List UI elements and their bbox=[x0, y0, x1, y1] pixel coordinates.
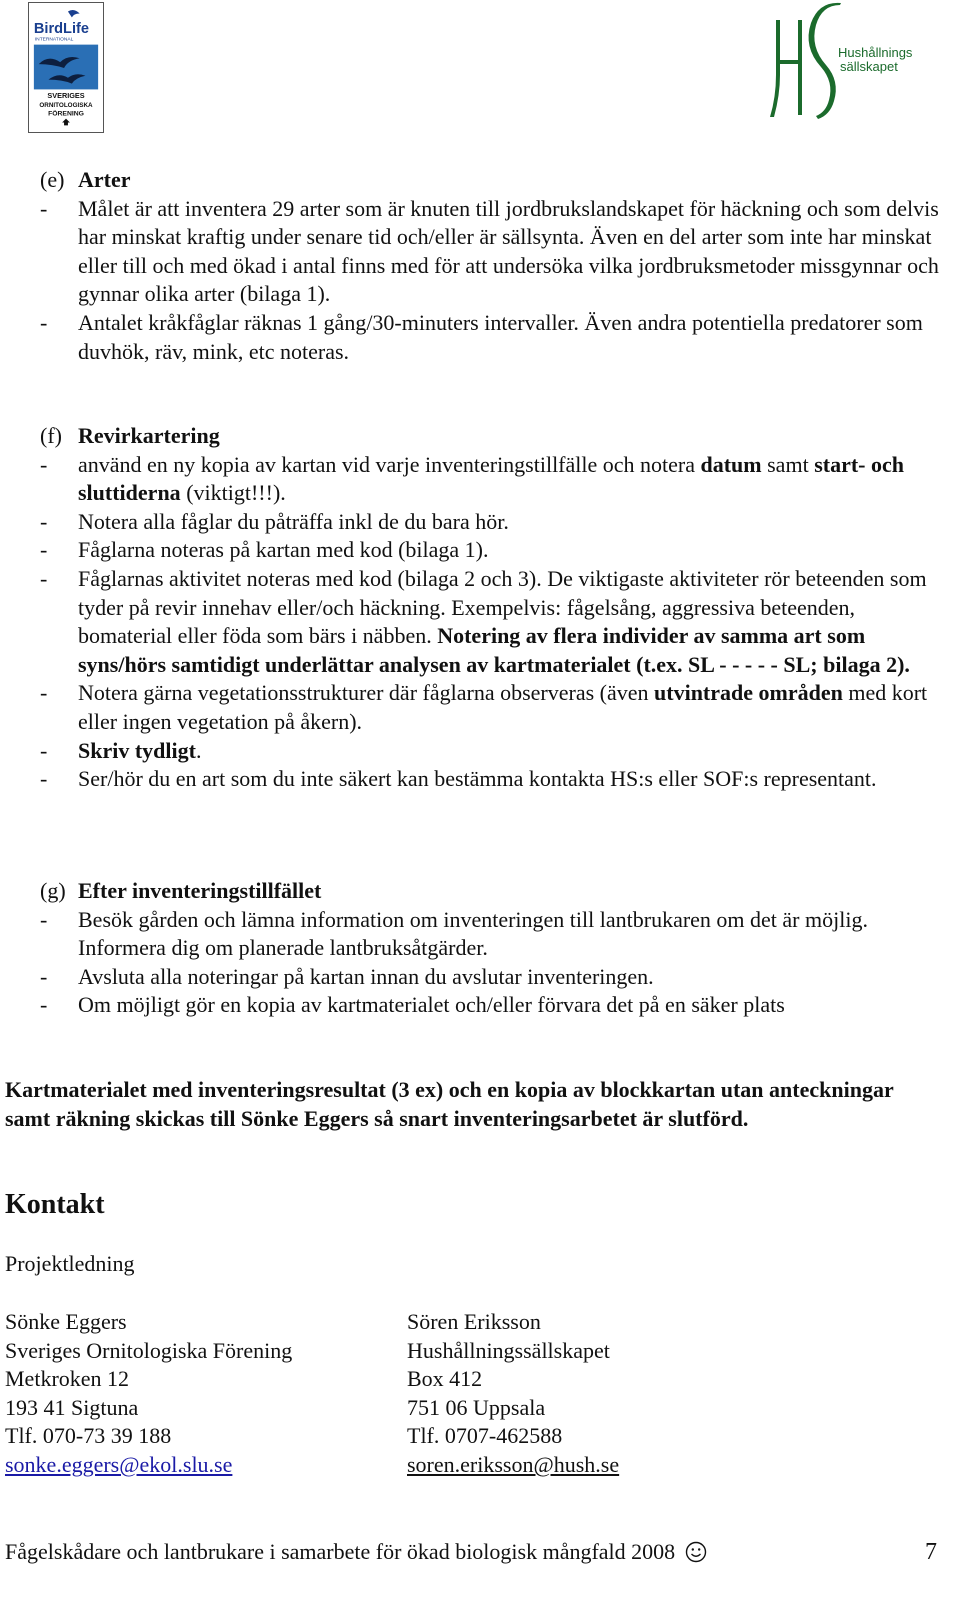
list-item-text: Ser/hör du en art som du inte säkert kan bestämma kontakta HS:s eller SOF:s representant. bbox=[78, 766, 877, 792]
contact-organization: Hushållningssällskapet bbox=[407, 1337, 610, 1363]
section-letter: (e) bbox=[40, 167, 65, 192]
contact-card-hs bbox=[407, 1308, 619, 1480]
list-item-text: Notera alla fåglar du påträffa inkl de du bara hör. bbox=[78, 508, 509, 534]
list-item: - Ser/hör du en art som du inte säkert kan bestämma kontakta HS:s eller SOF:s representant. bbox=[40, 765, 940, 794]
svg-text:ORNITOLOGISKA: ORNITOLOGISKA bbox=[39, 101, 93, 109]
contact-city: 751 06 Uppsala bbox=[407, 1394, 546, 1420]
list-item: - använd en ny kopia av kartan vid varje inventeringstillfälle och notera datum samt start- och sluttiderna (viktigt!!!). bbox=[40, 451, 940, 508]
footer-text: Fågelskådare och lantbrukare i samarbete för ökad biologisk mångfald 2008 bbox=[5, 1539, 676, 1564]
contact-phone: Tlf. 0707-462588 bbox=[407, 1423, 563, 1449]
contact-street: Metkroken 12 bbox=[5, 1366, 130, 1392]
list-item-text: Fåglarna noteras på kartan med kod (bilaga 1). bbox=[78, 537, 489, 563]
contact-email-link[interactable]: sonke.eggers@ekol.slu.se bbox=[5, 1451, 233, 1477]
list-item-text: använd en ny kopia av kartan vid varje inventeringstillfälle och notera datum samt start- och sluttiderna (viktigt!!!). bbox=[78, 451, 904, 506]
section-letter: (f) bbox=[40, 423, 62, 448]
list-item: - Antalet kråkfåglar räknas 1 gång/30-minuters intervaller. Även andra potentiella predatorer som duvhök, räv, mink, etc noteras. bbox=[40, 309, 940, 366]
list-item: - Besök gården och lämna information om inventeringen till lantbrukaren om det är möjlig. Informera dig om planerade lantbruksåtgärder. bbox=[40, 906, 940, 963]
svg-text:SVERIGES: SVERIGES bbox=[47, 91, 85, 101]
projektledning-label: Projektledning bbox=[5, 1251, 135, 1276]
list-item: - Notera alla fåglar du påträffa inkl de du bara hör. bbox=[40, 508, 940, 537]
section-title: Arter bbox=[78, 167, 131, 192]
section-heading bbox=[40, 877, 940, 906]
list-item: - Fåglarnas aktivitet noteras med kod (bilaga 2 och 3). De viktigaste aktiviteter rör beteenden som tyder på revir innehav eller/och häckning. Exempelvis: fågelsång, aggressiva beteenden, bomaterial eller föda som bärs i näbben. Notering av flera individer av samma art som syns/hörs samtidigt underlättar analysen av kartmaterialet (t.ex. SL - - - - - SL; bilaga 2). bbox=[40, 565, 940, 679]
svg-text:FÖRENING: FÖRENING bbox=[48, 110, 84, 118]
section-arter bbox=[40, 166, 940, 366]
submission-note: Kartmaterialet med inventeringsresultat (3 ex) och en kopia av blockkartan utan anteckningar samt räkning skickas till Sönke Eggers så snart inventeringsarbetet är slutförd. bbox=[5, 1077, 894, 1131]
contact-name: Sönke Eggers bbox=[5, 1309, 127, 1334]
hushallningssallskapet-logo bbox=[768, 0, 928, 124]
section-title: Revirkartering bbox=[78, 423, 220, 448]
list-item-text: Antalet kråkfåglar räknas 1 gång/30-minuters intervaller. Även andra potentiella predatorer som duvhök, räv, mink, etc noteras. bbox=[78, 309, 923, 364]
list-item-text: Besök gården och lämna information om inventeringen till lantbrukaren om det är möjlig. Informera dig om planerade lantbruksåtgärder. bbox=[78, 906, 868, 961]
list-item: - Målet är att inventera 29 arter som är knuten till jordbrukslandskapet för häckning och som delvis har minskat kraftig under senare tid och/eller är sällsynta. Även en del arter som inte har minskat eller till och med ökad i antal finns med för att undersöka vilka jordbruksmetoder missgynnar och gynnar olika arter (bilaga 1). bbox=[40, 195, 940, 309]
kontakt-heading: Kontakt bbox=[5, 1189, 105, 1220]
svg-text:Hushållnings: Hushållnings bbox=[838, 45, 913, 60]
list-item: - Fåglarna noteras på kartan med kod (bilaga 1). bbox=[40, 536, 940, 565]
section-title: Efter inventeringstillfället bbox=[78, 878, 322, 903]
contact-city: 193 41 Sigtuna bbox=[5, 1394, 139, 1420]
contact-phone: Tlf. 070-73 39 188 bbox=[5, 1423, 172, 1449]
svg-text:sällskapet: sällskapet bbox=[840, 59, 898, 74]
smiley-icon bbox=[685, 1541, 707, 1563]
section-efter-inventering bbox=[40, 877, 940, 1020]
list-item-text: Avsluta alla noteringar på kartan innan du avslutar inventeringen. bbox=[78, 963, 654, 989]
section-revirkartering bbox=[40, 422, 940, 794]
list-item: - Notera gärna vegetationsstrukturer där fåglarna observeras (även utvintrade områden med kort eller ingen vegetation på åkern). bbox=[40, 679, 940, 736]
list-item-text: Skriv tydligt. bbox=[78, 737, 202, 763]
contact-card-sof bbox=[5, 1308, 292, 1480]
contact-email-link[interactable]: soren.eriksson@hush.se bbox=[407, 1451, 620, 1477]
list-item-text: Fåglarnas aktivitet noteras med kod (bilaga 2 och 3). De viktigaste aktiviteter rör beteenden som tyder på revir innehav eller/och häckning. Exempelvis: fågelsång, aggressiva beteenden, bomaterial eller föda som bärs i näbben. Notering av flera individer av samma art som syns/hörs samtidigt underlättar analysen av kartmaterialet (t.ex. SL - - - - - SL; bilaga 2). bbox=[78, 565, 927, 677]
contact-organization: Sveriges Ornitologiska Förening bbox=[5, 1337, 293, 1363]
list-item-text: Målet är att inventera 29 arter som är knuten till jordbrukslandskapet för häckning och som delvis har minskat kraftig under senare tid och/eller är sällsynta. Även en del arter som inte har minskat eller till och med ökad i antal finns med för att undersöka vilka jordbruksmetoder missgynnar och gynnar olika arter (bilaga 1). bbox=[78, 195, 939, 307]
page-footer bbox=[5, 1539, 955, 1565]
list-item: - Om möjligt gör en kopia av kartmaterialet och/eller förvara det på en säker plats bbox=[40, 991, 940, 1020]
contact-street: Box 412 bbox=[407, 1366, 483, 1392]
section-letter: (g) bbox=[40, 878, 66, 903]
list-item-text: Om möjligt gör en kopia av kartmaterialet och/eller förvara det på en säker plats bbox=[78, 992, 785, 1018]
list-item-text: Notera gärna vegetationsstrukturer där fåglarna observeras (även utvintrade områden med kort eller ingen vegetation på åkern). bbox=[78, 680, 928, 734]
contact-name: Sören Eriksson bbox=[407, 1309, 541, 1334]
section-heading bbox=[40, 422, 940, 451]
birdlife-sof-logo bbox=[28, 2, 104, 133]
page-number: 7 bbox=[925, 1539, 937, 1565]
section-heading bbox=[40, 166, 940, 195]
list-item: - Skriv tydligt. bbox=[40, 737, 940, 766]
svg-text:BirdLife: BirdLife bbox=[33, 20, 90, 37]
list-item: - Avsluta alla noteringar på kartan innan du avslutar inventeringen. bbox=[40, 963, 940, 992]
svg-text:INTERNATIONAL: INTERNATIONAL bbox=[34, 37, 74, 43]
